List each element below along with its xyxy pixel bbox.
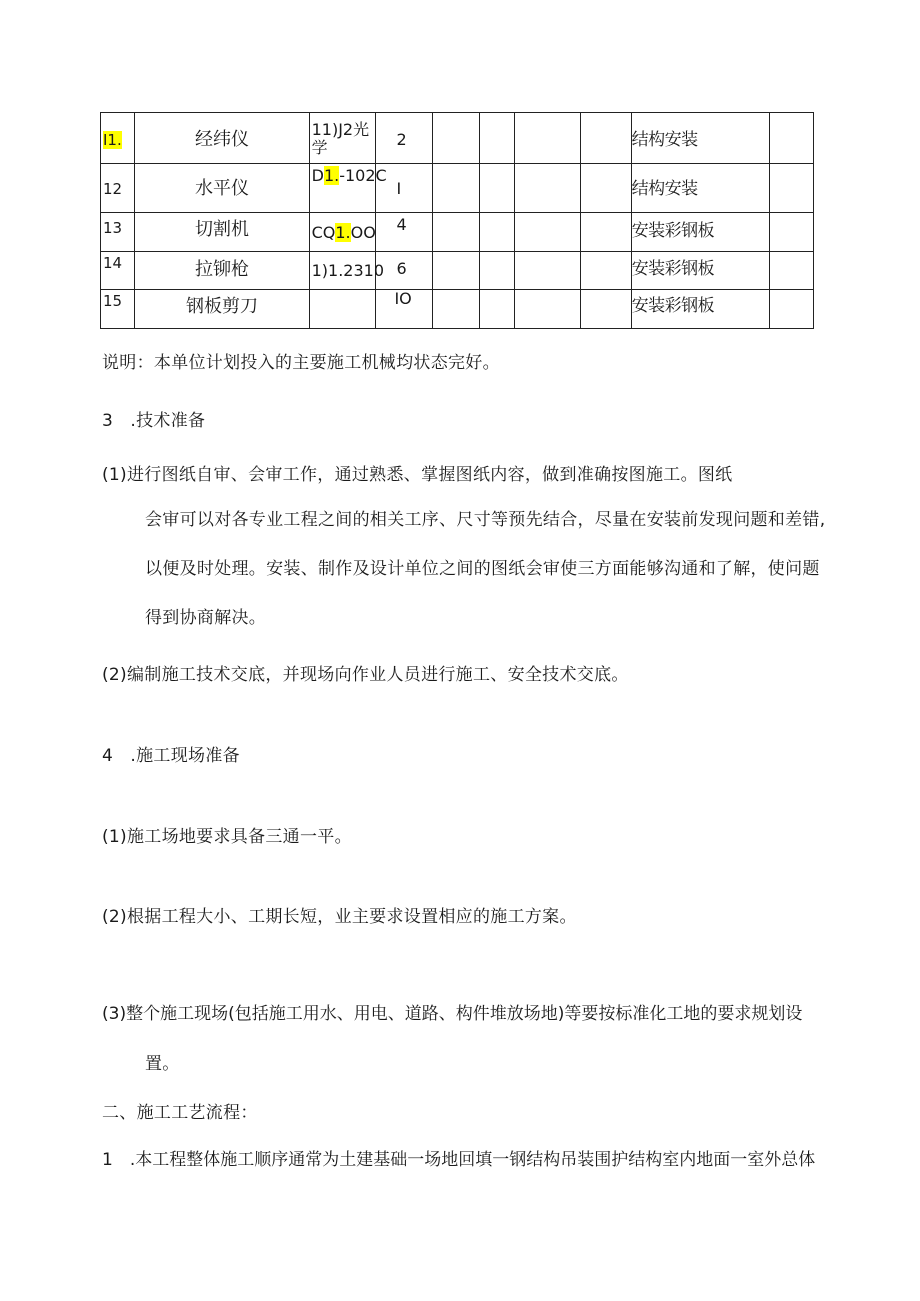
empty-cell <box>770 213 814 252</box>
highlight-mark: 1. <box>323 166 340 185</box>
table-row <box>101 252 814 290</box>
equipment-name-cell: 切割机 <box>135 213 309 252</box>
empty-cell <box>479 113 514 164</box>
row-index-cell: 14 <box>101 252 135 290</box>
empty-cell <box>515 252 581 290</box>
part-2-heading: 二、施工工艺流程： <box>102 1103 258 1123</box>
row-index-cell: 13 <box>101 213 135 252</box>
table-row <box>101 290 814 329</box>
section-4-paragraph-3-line-1: (3)整个施工现场(包括施工用水、用电、道路、构件堆放场地)等要按标准化工地的要求规划设 <box>102 1004 803 1024</box>
usage-cell: 结构安装 <box>631 113 770 164</box>
empty-cell <box>581 252 632 290</box>
model-cell: D1.-102C <box>309 164 376 213</box>
empty-cell <box>433 290 480 329</box>
empty-cell <box>433 164 480 213</box>
table-row <box>101 164 814 213</box>
quantity-cell: 2 <box>376 113 433 164</box>
empty-cell <box>770 113 814 164</box>
section-3-heading: 3 .技术准备 <box>102 411 206 431</box>
empty-cell <box>770 252 814 290</box>
highlight-mark: 1. <box>335 223 351 242</box>
empty-cell <box>433 213 480 252</box>
usage-cell: 安装彩钢板 <box>631 290 770 329</box>
empty-cell <box>479 252 514 290</box>
equipment-name-cell: 拉铆枪 <box>135 252 309 290</box>
usage-cell: 安装彩钢板 <box>631 252 770 290</box>
empty-cell <box>770 164 814 213</box>
section-3-paragraph-1-line-3: 以便及时处理。安装、制作及设计单位之间的图纸会审使三方面能够沟通和了解，使问题 <box>145 559 820 579</box>
usage-cell: 安装彩钢板 <box>631 213 770 252</box>
empty-cell <box>770 290 814 329</box>
empty-cell <box>479 164 514 213</box>
empty-cell <box>433 252 480 290</box>
table-row <box>101 213 814 252</box>
equipment-name-cell: 水平仪 <box>135 164 309 213</box>
table-row <box>101 113 814 164</box>
quantity-cell: I <box>376 164 433 213</box>
empty-cell <box>581 113 632 164</box>
empty-cell <box>581 213 632 252</box>
model-cell: 1)1.2310 <box>309 252 376 290</box>
empty-cell <box>433 113 480 164</box>
empty-cell <box>515 290 581 329</box>
quantity-cell: 4 <box>376 213 433 252</box>
model-cell <box>309 290 376 329</box>
equipment-table <box>100 112 814 329</box>
highlight-mark: I1. <box>103 131 122 149</box>
empty-cell <box>581 164 632 213</box>
section-3-paragraph-1-line-2: 会审可以对各专业工程之间的相关工序、尺寸等预先结合，尽量在安装前发现问题和差错, <box>145 510 826 530</box>
table-note: 说明：本单位计划投入的主要施工机械均状态完好。 <box>102 353 500 373</box>
equipment-name-cell: 经纬仪 <box>135 113 309 164</box>
empty-cell <box>479 290 514 329</box>
equipment-name-cell: 钢板剪刀 <box>135 290 309 329</box>
section-3-paragraph-1-line-1: (1)进行图纸自审、会审工作，通过熟悉、掌握图纸内容，做到准确按图施工。图纸 <box>102 465 733 485</box>
row-index-cell: 12 <box>101 164 135 213</box>
empty-cell <box>515 213 581 252</box>
empty-cell <box>515 164 581 213</box>
quantity-cell: IO <box>376 290 433 329</box>
section-3-paragraph-1-line-4: 得到协商解决。 <box>145 608 267 628</box>
section-4-paragraph-1: (1)施工场地要求具备三通一平。 <box>102 827 352 847</box>
usage-cell: 结构安装 <box>631 164 770 213</box>
empty-cell <box>515 113 581 164</box>
empty-cell <box>479 213 514 252</box>
section-4-paragraph-3-line-2: 置。 <box>145 1054 180 1074</box>
quantity-cell: 6 <box>376 252 433 290</box>
row-index-cell: 15 <box>101 290 135 329</box>
section-4-heading: 4 .施工现场准备 <box>102 746 240 766</box>
model-cell: 11)J2光学 <box>309 113 376 164</box>
empty-cell <box>581 290 632 329</box>
part-2-paragraph-1: 1 .本工程整体施工顺序通常为土建基础一场地回填一钢结构吊装围护结构室内地面一室外总体 <box>102 1150 816 1170</box>
model-cell: CQ1.OO <box>309 213 376 252</box>
row-index-cell <box>101 113 135 164</box>
section-3-paragraph-2: (2)编制施工技术交底，并现场向作业人员进行施工、安全技术交底。 <box>102 665 629 685</box>
section-4-paragraph-2: (2)根据工程大小、工期长短，业主要求设置相应的施工方案。 <box>102 907 577 927</box>
